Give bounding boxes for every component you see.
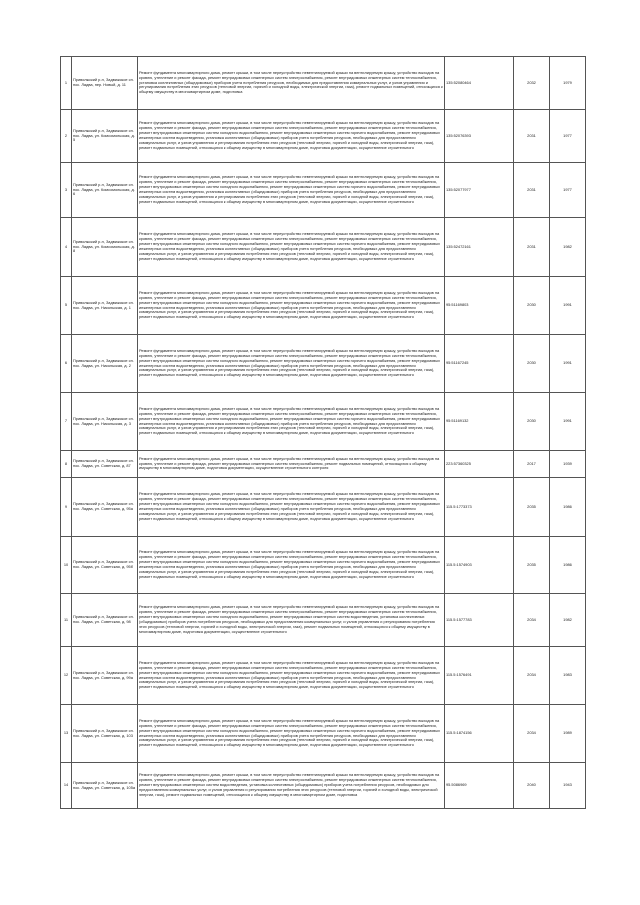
row-built-year: 1991	[550, 335, 586, 393]
row-planned-year: 2031	[514, 163, 550, 218]
row-built-year: 1943	[550, 763, 586, 809]
row-built-year: 1983	[550, 647, 586, 705]
row-works-text: Ремонт фундамента многоквартирного дома, ремонт крыши, в том числе переустройство невентилируемой крыши на вентилируемую крышу, устройство выходов на кровлю, утепление и ремонт фасада, ремонт внутридомовых инженерных систем электроснабжения, ремонт внутридомовых инженерных систем теплоснабжения, ремонт внутридомовых инженерных систем холодного водоснабжения, ремонт внутридомовых инженерных систем горячего водоснабжения, ремонт внутридомовых инженерных систем водоотведения, установка коллективных (общедомовых) приборов учета потребления ресурсов, необходимых для предоставления коммунальных услуг, и узлов управления и регулирования потребления этих ресурсов (тепловой энергии, горячей и холодной воды, электрической энергии, газа), ремонт подвальных помещений, относящихся к общему имуществу в многоквартирном доме, подготовка документации, осуществление строительного	[139, 175, 440, 204]
table-row	[61, 218, 586, 277]
row-address: Приволжский р-н, Задвижское сп. пос. Ладва, ул. Советская, д. 87	[72, 451, 138, 478]
row-planned-year: 2031	[514, 218, 550, 277]
row-works-text: Ремонт фундамента многоквартирного дома, ремонт крыши, в том числе переустройство невентилируемой крыши на вентилируемую крышу, устройство выходов на кровлю, утепление и ремонт фасада, ремонт внутридомовых инженерных систем электроснабжения, ремонт внутридомовых инженерных систем теплоснабжения, ремонт внутридомовых инженерных систем холодного водоснабжения, ремонт внутридомовых инженерных систем горячего водоснабжения, ремонт внутридомовых инженерных систем водоотведения, установка коллективных (общедомовых) приборов учета потребления ресурсов, необходимых для предоставления коммунальных услуг, и узлов управления и регулирования потребления этих ресурсов (тепловой энергии, горячей и холодной воды, электрической энергии, газа), ремонт подвальных помещений, относящихся к общему имуществу в многоквартирном доме, подготовка документации, осуществление строительного	[139, 348, 440, 378]
row-number: 3	[61, 163, 72, 218]
row-address: Приволжский р-н, Задвижское сп. пос. Ладва, ул. Советская, д. 95а	[72, 478, 138, 537]
row-planned-year: 2034	[514, 594, 550, 647]
row-cadastral-number: 95:51169803	[445, 277, 514, 335]
row-cadastral-number: 115.5:1574903	[445, 537, 514, 594]
row-works-text: Ремонт фундамента многоквартирного дома, ремонт крыши, в том числе переустройство невентилируемой крыши на вентилируемую крышу, устройство выходов на кровлю, утепление и ремонт фасада, ремонт внутридомовых инженерных систем электроснабжения, ремонт внутридомовых инженерных систем теплоснабжения, ремонт внутридомовых инженерных систем холодного водоснабжения, ремонт внутридомовых инженерных систем горячего водоснабжения, ремонт внутридомовых инженерных систем водоотведения, установка коллективных (общедомовых) приборов учета потребления ресурсов, необходимых для предоставления коммунальных услуг, и узлов управления и регулирования потребления этих ресурсов (тепловой энергии, горячей и холодной воды, электрической энергии, газа), ремонт подвальных помещений, относящихся к общему имуществу в многоквартирном доме, подготовка документации, осуществление строительного	[139, 718, 440, 748]
row-cadastral-number: 223:57360325	[445, 451, 514, 478]
row-address: Приволжский р-н, Задвижское сп. пос. Ладва, ул. Комсомольская, д. 8	[72, 218, 138, 277]
row-planned-year: 2034	[514, 705, 550, 763]
row-works	[138, 163, 445, 218]
row-works-text: Ремонт фундамента многоквартирного дома, ремонт крыши, в том числе переустройство невентилируемой крыши на вентилируемую крышу, устройство выходов на кровлю, утепление и ремонт фасада, ремонт внутридомовых инженерных систем электроснабжения, ремонт внутридомовых инженерных систем теплоснабжения, ремонт внутридомовых инженерных систем холодного водоснабжения, ремонт внутридомовых инженерных систем водоотведения, установка коллективных (общедомовых) приборов учета потребления ресурсов, необходимых для предоставления коммунальных услуг, и узлов управления и регулирования потребления этих ресурсов (тепловой энергии, горячей и холодной воды, электрической энергии, газа), ремонт подвальных помещений, относящихся к общему имуществу в многоквартирном доме, подготовка документации, осуществление строительного	[139, 605, 440, 634]
row-built-year: 1982	[550, 594, 586, 647]
row-works	[138, 393, 445, 451]
row-works-text: Ремонт фундамента многоквартирного дома, ремонт крыши, в том числе переустройство невентилируемой крыши на вентилируемую крышу, устройство выходов на кровлю, утепление и ремонт фасада, ремонт внутридомовых инженерных систем электроснабжения, ремонт внутридомовых инженерных систем теплоснабжения, ремонт внутридомовых инженерных систем холодного водоснабжения, ремонт внутридомовых инженерных систем горячего водоснабжения, ремонт внутридомовых инженерных систем водоотведения, установка коллективных (общедомовых) приборов учета потребления ресурсов, необходимых для предоставления коммунальных услуг, и узлов управления и регулирования потребления этих ресурсов (тепловой энергии, горячей и холодной воды, электрической энергии, газа), ремонт подвальных помещений, относящихся к общему имуществу в многоквартирном доме, подготовка документации, осуществление строительного	[139, 121, 440, 150]
row-built-year: 1977	[550, 110, 586, 163]
row-built-year: 1979	[550, 57, 586, 110]
row-cadastral-number: 115.5:1874156	[445, 705, 514, 763]
row-cadastral-number: 135:52076393	[445, 110, 514, 163]
row-works	[138, 594, 445, 647]
row-works	[138, 647, 445, 705]
row-planned-year: 2017	[514, 451, 550, 478]
row-works	[138, 451, 445, 478]
row-cadastral-number: 115.5:1577783	[445, 594, 514, 647]
row-works-text: Ремонт фундамента многоквартирного дома, ремонт крыши, в том числе переустройство невентилируемой крыши на вентилируемую крышу, устройство выходов на кровлю, утепление и ремонт фасада, ремонт внутридомовых инженерных систем электроснабжения, ремонт внутридомовых инженерных систем теплоснабжения, ремонт внутридомовых инженерных систем холодного водоснабжения, ремонт внутридомовых инженерных систем горячего водоснабжения, ремонт внутридомовых инженерных систем водоотведения, установка коллективных (общедомовых) приборов учета потребления ресурсов, необходимых для предоставления коммунальных услуг, и узлов управления и регулирования потребления этих ресурсов (тепловой энергии, горячей и холодной воды, электрической энергии, газа), ремонт подвальных помещений, относящихся к общему имуществу в многоквартирном доме, подготовка документации, осуществление строительного	[139, 232, 440, 261]
row-built-year: 1977	[550, 163, 586, 218]
row-address: Приволжский р-н, Задвижское сп. пос. Ладва, ул. Советская, д. 99а	[72, 647, 138, 705]
table-row	[61, 763, 586, 809]
row-number: 13	[61, 705, 72, 763]
row-built-year: 1986	[550, 537, 586, 594]
row-works	[138, 335, 445, 393]
row-number: 12	[61, 647, 72, 705]
row-works-text: Ремонт фундамента многоквартирного дома, ремонт крыши, в том числе переустройство невентилируемой крыши на вентилируемую крышу, устройство выходов на кровлю, утепление и ремонт фасада, ремонт внутридомовых инженерных систем электроснабжения, ремонт внутридомовых инженерных систем теплоснабжения, установка коллективных (общедомовых) приборов учета потребления ресурсов, необходимых для предоставления коммунальных услуг, и узлов управления и регулирования потребления этих ресурсов (тепловой энергии, горячей и холодной воды, электрической энергии, газа), ремонт подвальных помещений, относящихся к общему имуществу в многоквартирном доме, подготовка	[139, 70, 443, 95]
row-address: Приволжский р-н, Задвижское сп. пос. Ладва, ул. Комсомольская, д. 5	[72, 110, 138, 163]
table-body	[61, 57, 586, 809]
table-row	[61, 335, 586, 393]
row-works-text: Ремонт фундамента многоквартирного дома, ремонт крыши, в том числе переустройство невентилируемой крыши на вентилируемую крышу, устройство выходов на кровлю, утепление и ремонт фасада, ремонт внутридомовых инженерных систем электроснабжения, ремонт внутридомовых инженерных систем теплоснабжения, ремонт внутридомовых инженерных систем холодного водоснабжения, ремонт внутридомовых инженерных систем горячего водоснабжения, ремонт внутридомовых инженерных систем водоотведения, установка коллективных (общедомовых) приборов учета потребления ресурсов, необходимых для предоставления коммунальных услуг, и узлов управления и регулирования потребления этих ресурсов (тепловой энергии, горячей и холодной воды, электрической энергии, газа), ремонт подвальных помещений, относящихся к общему имуществу в многоквартирном доме, подготовка документации, осуществление строительного	[139, 492, 440, 521]
table-row	[61, 393, 586, 451]
row-planned-year: 2040	[514, 763, 550, 809]
row-built-year: 1982	[550, 218, 586, 277]
row-number: 5	[61, 277, 72, 335]
row-address: Приволжский р-н, Задвижское сп. пос. Ладва, ул. Советская, д. 95б	[72, 537, 138, 594]
row-planned-year: 2032	[514, 57, 550, 110]
row-works	[138, 537, 445, 594]
table-row	[61, 705, 586, 763]
row-cadastral-number: 95:51169132	[445, 393, 514, 451]
row-number: 6	[61, 335, 72, 393]
row-planned-year: 2030	[514, 277, 550, 335]
table-row	[61, 478, 586, 537]
row-cadastral-number: 135:52472161	[445, 218, 514, 277]
row-number: 7	[61, 393, 72, 451]
row-works	[138, 110, 445, 163]
row-address: Приволжский р-н, Задвижское сп. пос. Ладва, ул. Никольская, д. 3	[72, 393, 138, 451]
row-works-text: Ремонт фундамента многоквартирного дома, ремонт крыши, в том числе переустройство невентилируемой крыши на вентилируемую крышу, устройство выходов на кровлю, утепление и ремонт фасада, ремонт внутридомовых инженерных систем электроснабжения, ремонт внутридомовых инженерных систем теплоснабжения, ремонт внутридомовых инженерных систем холодного водоснабжения, ремонт внутридомовых инженерных систем горячего водоснабжения, ремонт внутридомовых инженерных систем водоотведения, установка коллективных (общедомовых) приборов учета потребления ресурсов, необходимых для предоставления коммунальных услуг, и узлов управления и регулирования потребления этих ресурсов (тепловой энергии, горячей и холодной воды, электрической энергии, газа), ремонт подвальных помещений, относящихся к общему имуществу в многоквартирном доме, подготовка документации, осуществление строительного	[139, 550, 440, 579]
row-number: 1	[61, 57, 72, 110]
row-works	[138, 57, 445, 110]
row-planned-year: 2031	[514, 110, 550, 163]
row-works-text: Ремонт фундамента многоквартирного дома, ремонт крыши, в том числе переустройство невентилируемой крыши на вентилируемую крышу, устройство выходов на кровлю, утепление и ремонт фасада, ремонт внутридомовых инженерных систем электроснабжения, ремонт подвальных помещений, относящихся к общему имуществу в многоквартирном доме, подготовка документации, осуществление строительного контроля	[139, 456, 440, 471]
table-row	[61, 163, 586, 218]
row-cadastral-number: 135:52077977	[445, 163, 514, 218]
row-number: 11	[61, 594, 72, 647]
row-number: 9	[61, 478, 72, 537]
table-row	[61, 647, 586, 705]
row-planned-year: 2035	[514, 537, 550, 594]
row-built-year: 1989	[550, 705, 586, 763]
row-address: Приволжский р-н, Задвижское сп. пос. Ладва, ул. Комсомольская, д. 6	[72, 163, 138, 218]
row-built-year: 1986	[550, 478, 586, 537]
row-planned-year: 2030	[514, 393, 550, 451]
table-row	[61, 594, 586, 647]
row-planned-year: 2035	[514, 478, 550, 537]
row-built-year: 1991	[550, 277, 586, 335]
table-row	[61, 451, 586, 478]
row-number: 8	[61, 451, 72, 478]
row-address: Приволжский р-н, Задвижское сп. пос. Ладва, ул. Никольская, д. 1	[72, 277, 138, 335]
row-planned-year: 2034	[514, 647, 550, 705]
row-cadastral-number: 135:52080464	[445, 57, 514, 110]
row-number: 4	[61, 218, 72, 277]
row-built-year: 1991	[550, 393, 586, 451]
table-row	[61, 537, 586, 594]
row-works-text: Ремонт фундамента многоквартирного дома, ремонт крыши, в том числе переустройство невентилируемой крыши на вентилируемую крышу, устройство выходов на кровлю, утепление и ремонт фасада, ремонт внутридомовых инженерных систем электроснабжения, ремонт внутридомовых инженерных систем теплоснабжения, ремонт внутридомовых инженерных систем холодного водоснабжения, ремонт внутридомовых инженерных систем горячего водоснабжения, ремонт внутридомовых инженерных систем водоотведения, установка коллективных (общедомовых) приборов учета потребления ресурсов, необходимых для предоставления коммунальных услуг, и узлов управления и регулирования потребления этих ресурсов (тепловой энергии, горячей и холодной воды, электрической энергии, газа), ремонт подвальных помещений, относящихся к общему имуществу в многоквартирном доме, подготовка документации, осуществление строительного	[139, 290, 440, 320]
row-works	[138, 277, 445, 335]
row-works-text: Ремонт фундамента многоквартирного дома, ремонт крыши, в том числе переустройство невентилируемой крыши на вентилируемую крышу, устройство выходов на кровлю, утепление и ремонт фасада, ремонт внутридомовых инженерных систем электроснабжения, ремонт внутридомовых инженерных систем теплоснабжения, ремонт внутридомовых инженерных систем холодного водоснабжения, ремонт внутридомовых инженерных систем горячего водоснабжения, ремонт внутридомовых инженерных систем водоотведения, установка коллективных (общедомовых) приборов учета потребления ресурсов, необходимых для предоставления коммунальных услуг, и узлов управления и регулирования потребления этих ресурсов (тепловой энергии, горячей и холодной воды, электрической энергии, газа), ремонт подвальных помещений, относящихся к общему имуществу в многоквартирном доме, подготовка документации, осуществление строительного	[139, 660, 440, 690]
row-works-text: Ремонт фундамента многоквартирного дома, ремонт крыши, в том числе переустройство невентилируемой крыши на вентилируемую крышу, устройство выходов на кровлю, утепление и ремонт фасада, ремонт внутридомовых инженерных систем электроснабжения, ремонт внутридомовых инженерных систем теплоснабжения, ремонт внутридомовых инженерных систем водоотведения, установка коллективных (общедомовых) приборов учета потребления ресурсов, необходимых для предоставления коммунальных услуг, и узлов управления и регулирования потребления этих ресурсов (тепловой энергии, горячей и холодной воды, электрической энергии, газа), ремонт подвальных помещений, относящихся к общему имуществу в многоквартирном доме, подготовка	[139, 773, 440, 797]
row-number: 2	[61, 110, 72, 163]
row-cadastral-number: 115.5:1773373	[445, 478, 514, 537]
row-cadastral-number: 95:51167245	[445, 335, 514, 393]
row-built-year: 1939	[550, 451, 586, 478]
row-works-text: Ремонт фундамента многоквартирного дома, ремонт крыши, в том числе переустройство невентилируемой крыши на вентилируемую крышу, устройство выходов на кровлю, утепление и ремонт фасада, ремонт внутридомовых инженерных систем электроснабжения, ремонт внутридомовых инженерных систем теплоснабжения, ремонт внутридомовых инженерных систем холодного водоснабжения, ремонт внутридомовых инженерных систем горячего водоснабжения, ремонт внутридомовых инженерных систем водоотведения, установка коллективных (общедомовых) приборов учета потребления ресурсов, необходимых для предоставления коммунальных услуг, и узлов управления и регулирования потребления этих ресурсов (тепловой энергии, горячей и холодной воды, электрической энергии, газа), ремонт подвальных помещений, относящихся к общему имуществу в многоквартирном доме, подготовка документации, осуществление строительного	[139, 406, 440, 436]
row-address: Приволжский р-н, Задвижское сп. пос. Ладва, ул. Советская, д. 103	[72, 705, 138, 763]
row-works	[138, 218, 445, 277]
row-address: Приволжский р-н, Задвижское сп. пос. Ладва, ул. Советская, д. 105а	[72, 763, 138, 809]
row-address: Приволжский р-н, Задвижское сп. пос. Ладва, ул. Никольская, д. 2	[72, 335, 138, 393]
table-row	[61, 110, 586, 163]
capital-repair-table	[60, 56, 586, 809]
row-address: Приволжский р-н, Задвижское сп. пос. Ладва, пер. Новый, д. 11	[72, 57, 138, 110]
row-number: 10	[61, 537, 72, 594]
row-number: 14	[61, 763, 72, 809]
row-works	[138, 705, 445, 763]
table-row	[61, 57, 586, 110]
table-row	[61, 277, 586, 335]
row-works	[138, 763, 445, 809]
row-cadastral-number: 95.5086969	[445, 763, 514, 809]
row-planned-year: 2030	[514, 335, 550, 393]
row-address: Приволжский р-н, Задвижское сп. пос. Ладва, ул. Советская, д. 98	[72, 594, 138, 647]
row-cadastral-number: 115.5:1576491	[445, 647, 514, 705]
row-works	[138, 478, 445, 537]
